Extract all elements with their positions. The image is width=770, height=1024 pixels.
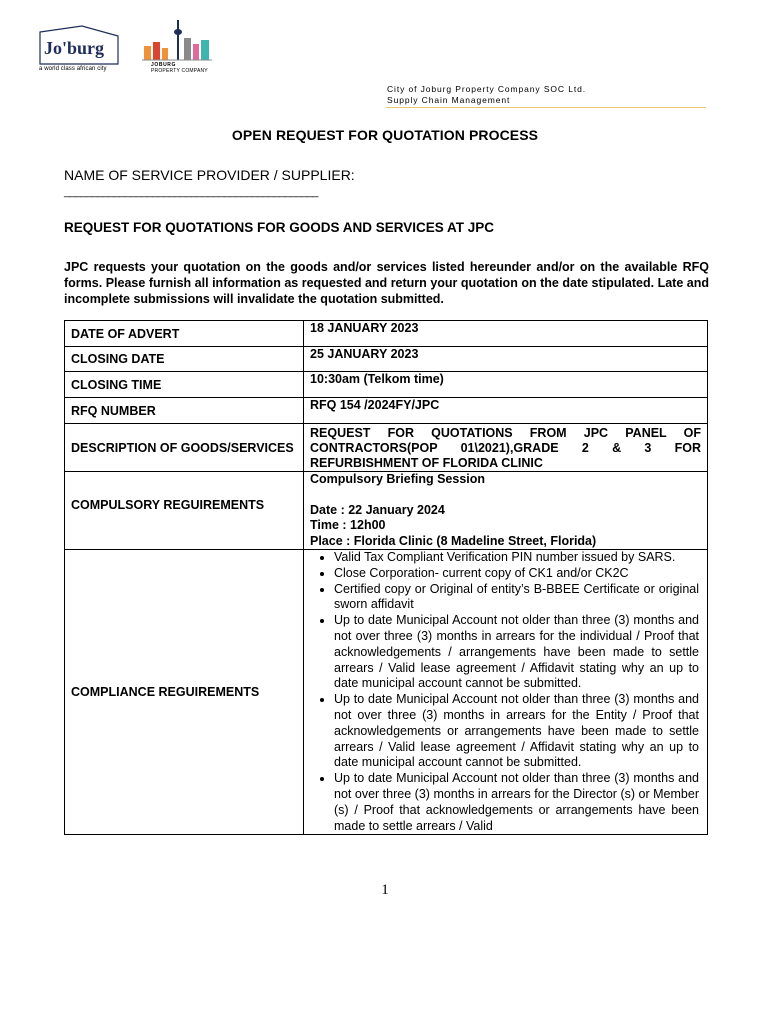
compliance-item: • Up to date Municipal Account not older than three (3) months and not over three (3) months in arrears for the individual / Proof that acknowledgements / arrangements have been made to settle arrears / Valid lease agreement / Affidavit stating why an up to date municipal account cannot be submitted. xyxy=(334,613,699,692)
section-heading: REQUEST FOR QUOTATIONS FOR GOODS AND SERVICES AT JPC xyxy=(64,220,495,235)
document-title: OPEN REQUEST FOR QUOTATION PROCESS xyxy=(231,127,539,143)
row-compulsory xyxy=(65,472,708,550)
compliance-list xyxy=(310,550,699,834)
closing-time-value: 10:30am (Telkom time) xyxy=(304,372,708,398)
page-number: 1 xyxy=(381,882,389,898)
header-rule xyxy=(386,107,706,108)
row-rfq-number xyxy=(65,398,708,424)
header-company: City of Joburg Property Company SOC Ltd. xyxy=(387,84,586,94)
row-date-of-advert xyxy=(65,321,708,347)
date-of-advert-label: DATE OF ADVERT xyxy=(65,321,304,347)
compulsory-label: COMPULSORY REGUIREMENTS xyxy=(65,472,304,550)
supplier-name-label: NAME OF SERVICE PROVIDER / SUPPLIER: xyxy=(64,167,355,183)
compliance-value xyxy=(304,550,708,835)
briefing-place: Place : Florida Clinic (8 Madeline Street, Florida) xyxy=(310,533,597,548)
row-compliance xyxy=(65,550,708,835)
compliance-item: • Up to date Municipal Account not older than three (3) months and not over three (3) months in arrears for the Director (s) or Member (s) / Proof that acknowledgements or arrangements have been made to settle arrears / Valid xyxy=(334,771,699,834)
briefing-time: Time : 12h00 xyxy=(310,518,386,532)
briefing-date: Date : 22 January 2024 xyxy=(310,502,445,517)
rfq-details-table xyxy=(64,320,708,835)
header-department: Supply Chain Management xyxy=(387,95,511,105)
date-of-advert-value: 18 JANUARY 2023 xyxy=(304,321,708,347)
compliance-item: • Up to date Municipal Account not older than three (3) months and not over three (3) months in arrears for the Entity / Proof that acknowledgements or arrangements have been made to settle arrears / Valid lease agreement / Affidavit stating why an up to date municipal account cannot be submitted. xyxy=(334,692,699,771)
supplier-name-line: ______________________________________________ xyxy=(64,186,318,198)
description-label: DESCRIPTION OF GOODS/SERVICES xyxy=(65,424,304,472)
rfq-number-value: RFQ 154 /2024FY/JPC xyxy=(304,398,708,424)
closing-date-label: CLOSING DATE xyxy=(65,347,304,372)
joburg-logo-text: Jo'burg xyxy=(44,38,105,58)
closing-time-label: CLOSING TIME xyxy=(65,372,304,398)
jpc-logo-name xyxy=(151,62,208,74)
jpc-logo-name-main: JOBURG xyxy=(151,62,176,68)
briefing-heading: Compulsory Briefing Session xyxy=(310,472,486,486)
compulsory-value xyxy=(304,472,708,550)
compliance-item: • Valid Tax Compliant Verification PIN number issued by SARS. xyxy=(334,550,699,566)
compliance-label: COMPLIANCE REGUIREMENTS xyxy=(65,550,304,835)
jpc-logo-name-sub: PROPERTY COMPANY xyxy=(151,68,208,74)
joburg-tagline: a world class african city xyxy=(39,66,107,72)
intro-paragraph: JPC requests your quotation on the goods and/or services listed hereunder and/or on the available RFQ forms. Please furnish all information as requested and return your quotation on the date stipulated. Late and incomplete submissions will invalidate the quotation submitted. xyxy=(64,260,709,306)
closing-date-value: 25 JANUARY 2023 xyxy=(304,347,708,372)
row-description xyxy=(65,424,708,472)
row-closing-time xyxy=(65,372,708,398)
compliance-item: • Certified copy or Original of entity’s B-BBEE Certificate or original sworn affidavit xyxy=(334,582,699,614)
row-closing-date xyxy=(65,347,708,372)
compliance-item: • Close Corporation- current copy of CK1 and/or CK2C xyxy=(334,566,699,582)
rfq-number-label: RFQ NUMBER xyxy=(65,398,304,424)
description-value: REQUEST FOR QUOTATIONS FROM JPC PANEL OF CONTRACTORS(POP 01\2021),GRADE 2 & 3 FOR REFURBISHMENT OF FLORIDA CLINIC xyxy=(304,424,708,472)
